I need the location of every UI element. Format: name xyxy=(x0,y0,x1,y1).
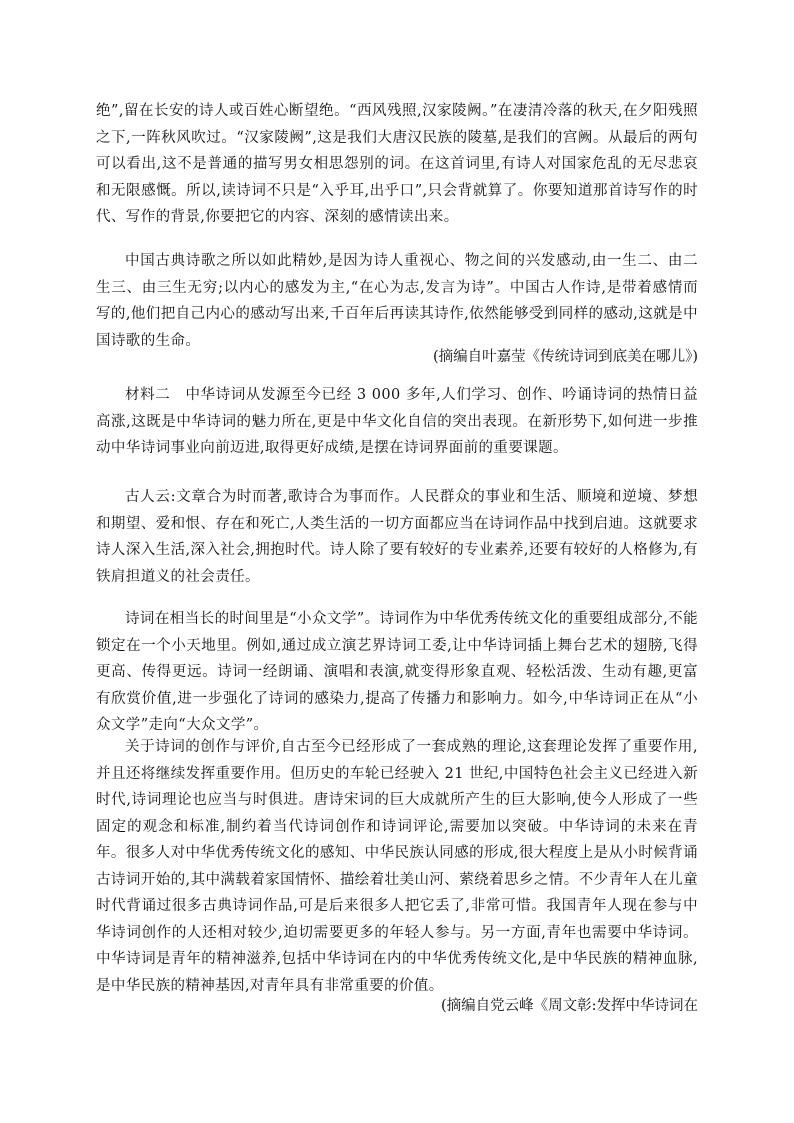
material2-source-citation: (摘编自党云峰《周文彰:发挥中华诗词在 xyxy=(440,998,698,1014)
material2-paragraph-3: 诗词在相当长的时间里是“小众文学”。诗词作为中华优秀传统文化的重要组成部分,不能锁定在一个小天地里。例如,通过成立演艺界诗词工委,让中华诗词插上舞台艺术的翅膀,飞得更高、传得更远。诗词一经朗诵、演唱和表演,就变得形象直观、轻松活泼、生动有趣,更富有欣赏价值,进一步强化了诗词的感染力,提高了传播力和影响力。如今,中华诗词正在从“小众文学”走向“大众文学”。 xyxy=(96,611,698,733)
material1-paragraph-2: 中国古典诗歌之所以如此精妙,是因为诗人重视心、物之间的兴发感动,由一生二、由二生三、由三生无穷;以内心的感发为主,“在心为志,发言为诗”。中国古人作诗,是带着感情而写的,他们把自己内心的感动写出来,千百年后再读其诗作,依然能够受到同样的感动,这就是中国诗歌的生命。 xyxy=(96,253,698,349)
material2-paragraph-2: 古人云:文章合为时而著,歌诗合为事而作。人民群众的事业和生活、顺境和逆境、梦想和期望、爱和恨、存在和死亡,人类生活的一切方面都应当在诗词作品中找到启迪。这就要求诗人深入生活,深入社会,拥抱时代。诗人除了要有较好的专业素养,还要有较好的人格修为,有铁肩担道义的社会责任。 xyxy=(96,489,698,585)
material2-paragraph-1: 材料二 中华诗词从发源至今已经 3 000 多年,人们学习、创作、吟诵诗词的热情日益高涨,这既是中华诗词的魅力所在,更是中华文化自信的突出表现。在新形势下,如何进一步推动中华诗词事业向前迈进,取得更好成绩,是摆在诗词界面前的重要课题。 xyxy=(96,387,698,456)
material2-paragraph-4: 关于诗词的创作与评价,自古至今已经形成了一套成熟的理论,这套理论发挥了重要作用,并且还将继续发挥重要作用。但历史的车轮已经驶入 21 世纪,中国特色社会主义已经进入新时代,诗词理论也应当与时俱进。唐诗宋词的巨大成就所产生的巨大影响,使今人形成了一些固定的观念和标准,制约着当代诗词创作和诗词评论,需要加以突破。中华诗词的未来在青年。很多人对中华优秀传统文化的感知、中华民族认同感的形成,很大程度上是从小时候背诵古诗词开始的,其中满载着家国情怀、描绘着壮美山河、萦绕着思乡之情。不少青年人在儿童时代背诵过很多古典诗词作品,可是后来很多人把它丢了,非常可惜。我国青年人现在参与中华诗词创作的人还相对较少,迫切需要更多的年轻人参与。另一方面,青年也需要中华诗词。中华诗词是青年的精神滋养,包括中华诗词在内的中华优秀传统文化,是中华民族的精神血脉,是中华民族的精神基因,对青年具有非常重要的价值。 xyxy=(96,739,698,994)
material1-source-citation: (摘编自叶嘉莹《传统诗词到底美在哪儿》) xyxy=(432,349,698,365)
material1-paragraph-continued: 绝”,留在长安的诗人或百姓心断望绝。“西风残照,汉家陵阙。”在凄清冷落的秋天,在夕阳残照之下,一阵秋风吹过。“汉家陵阙”,这是我们大唐汉民族的陵墓,是我们的宫阙。从最后的两句可以看出,这不是普通的描写男女相思怨别的词。在这首词里,有诗人对国家危乱的无尽悲哀和无限感慨。所以,读诗词不只是“入乎耳,出乎口”,只会背就算了。你要知道那首诗写作的时代、写作的背景,你要把它的内容、深刻的感情读出来。 xyxy=(96,103,698,225)
